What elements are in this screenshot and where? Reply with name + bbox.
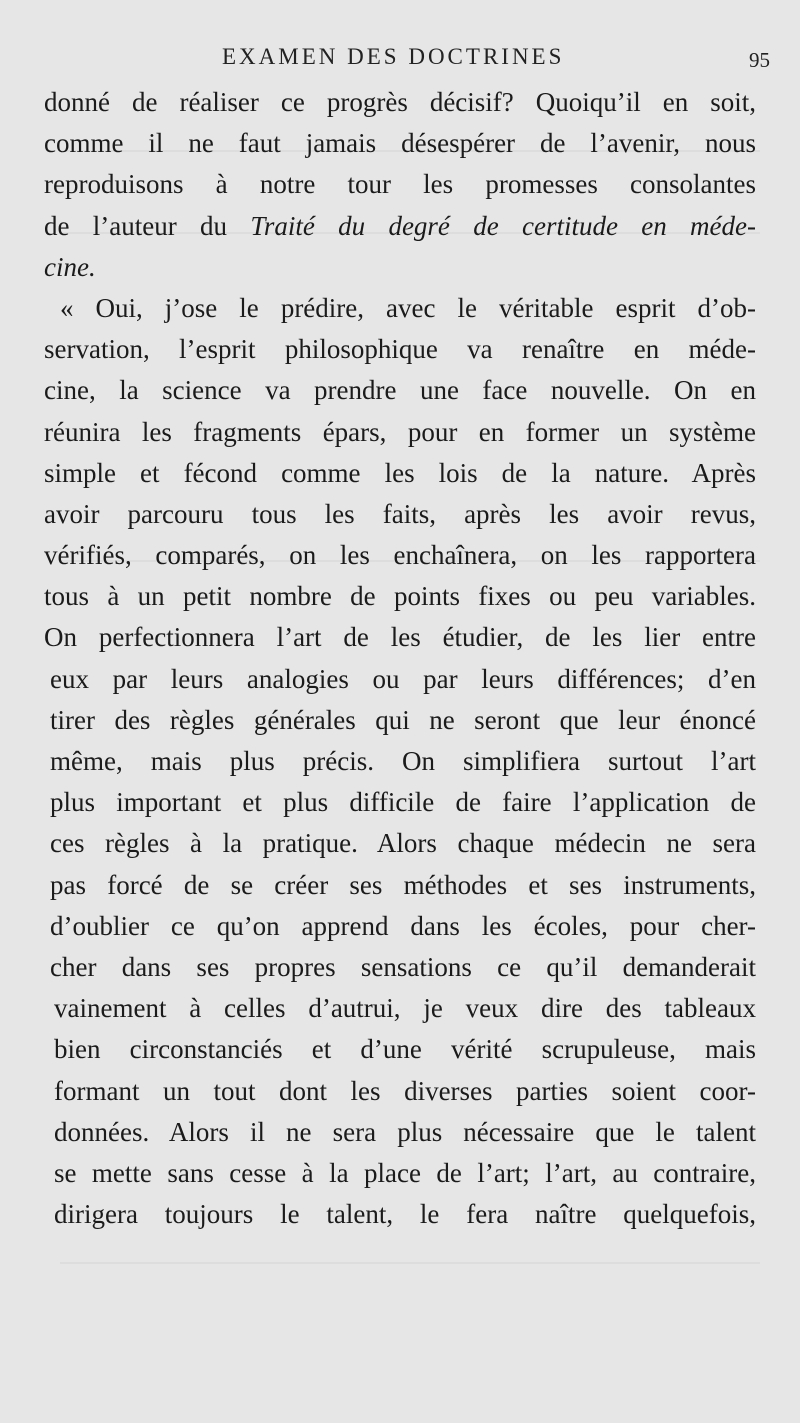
text-line: même, mais plus précis. On simplifiera surtout l’art bbox=[50, 746, 756, 776]
text-line: vainement à celles d’autrui, je veux dire des tableaux bbox=[54, 993, 756, 1024]
text-line: pas forcé de se créer ses méthodes et ses instruments, bbox=[50, 869, 756, 900]
text-line: cher dans ses propres sensations ce qu’il demanderait bbox=[50, 951, 756, 982]
text-line: cine, la science va prendre une face nouvelle. On en bbox=[44, 375, 756, 406]
text-line: formant un tout dont les diverses parties soient coor- bbox=[54, 1075, 756, 1106]
page-number: 95 bbox=[749, 48, 770, 72]
text-line: dirigera toujours le talent, le fera naître quelquefois, bbox=[54, 1199, 756, 1230]
text-line: avoir parcouru tous les faits, après les avoir revus, bbox=[44, 498, 756, 529]
quote-opening-line: « Oui, j’ose le prédire, avec le véritable esprit d’ob- bbox=[60, 292, 756, 323]
text-line: donné de réaliser ce progrès décisif? Quoiqu’il en soit, bbox=[44, 87, 756, 117]
text-line: On perfectionnera l’art de les étudier, de les lier entre bbox=[44, 622, 756, 653]
running-title: EXAMEN DES DOCTRINES bbox=[222, 44, 565, 69]
text-line: vérifiés, comparés, on les enchaînera, on les rapportera bbox=[44, 540, 756, 571]
italic-book-title: Traité du degré de certitude en méde- bbox=[250, 210, 756, 241]
page-body-text bbox=[44, 82, 756, 1235]
running-header bbox=[40, 44, 770, 74]
text-line: cine. bbox=[44, 251, 96, 282]
text-line: réunira les fragments épars, pour en former un système bbox=[44, 416, 756, 447]
text-line: simple et fécond comme les lois de la nature. Après bbox=[44, 457, 756, 488]
text-line: ces règles à la pratique. Alors chaque médecin ne sera bbox=[50, 828, 756, 859]
text-line: bien circonstanciés et d’une vérité scrupuleuse, mais bbox=[54, 1034, 756, 1065]
bleed-through bbox=[60, 1262, 760, 1264]
text-line: plus important et plus difficile de faire l’application de bbox=[50, 787, 756, 818]
text-line: tirer des règles générales qui ne seront que leur énoncé bbox=[50, 704, 756, 735]
text-line: données. Alors il ne sera plus nécessaire que le talent bbox=[54, 1116, 756, 1147]
text-line: d’oublier ce qu’on apprend dans les écoles, pour cher- bbox=[50, 910, 756, 941]
text-line: eux par leurs analogies ou par leurs différences; d’en bbox=[50, 663, 756, 694]
text-segment: de l’auteur du bbox=[44, 210, 251, 241]
text-line: tous à un petit nombre de points fixes ou peu variables. bbox=[44, 581, 756, 612]
text-line: se mette sans cesse à la place de l’art; l’art, au contraire, bbox=[54, 1157, 756, 1188]
text-line: servation, l’esprit philosophique va renaître en méde- bbox=[44, 334, 756, 365]
text-line bbox=[44, 206, 756, 247]
text-line: comme il ne faut jamais désespérer de l’avenir, nous bbox=[44, 128, 756, 159]
text-line: reproduisons à notre tour les promesses consolantes bbox=[44, 169, 756, 200]
